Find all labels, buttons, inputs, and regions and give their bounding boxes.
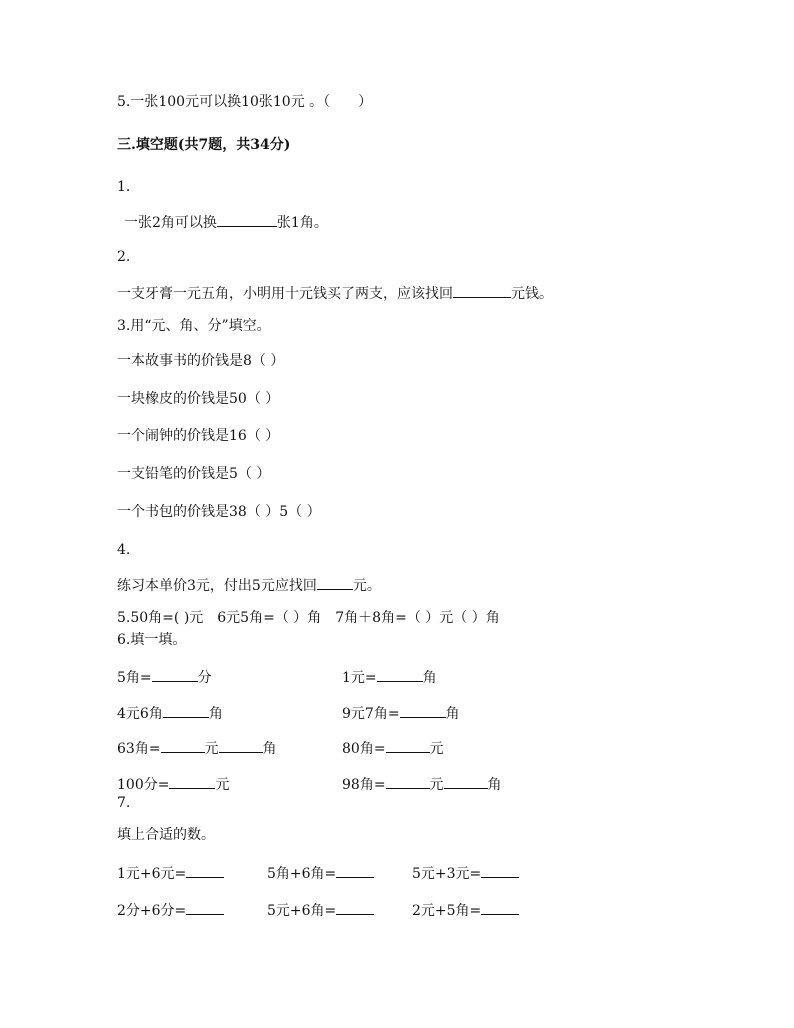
q6-r4-l-a: 100分= <box>117 777 170 793</box>
q1-answer-blank[interactable] <box>217 212 277 227</box>
q6-row4-left <box>117 774 229 794</box>
q1-text-a: 一张2角可以换 <box>124 215 217 231</box>
q6-row3-left <box>117 738 277 758</box>
q7-r2-c3-blank[interactable] <box>481 900 519 915</box>
q4-text-a: 练习本单价3元，付出5元应找回 <box>117 578 317 594</box>
q7-r2-c2-text: 5元+6角= <box>267 903 337 919</box>
q6-r2-r-b: 角 <box>445 706 460 722</box>
q6-r3-r-blank[interactable] <box>386 738 430 753</box>
q6-r2-r-blank[interactable] <box>400 703 446 718</box>
q6-r3-l-b: 元 <box>204 741 219 757</box>
q1-number: 1. <box>117 179 131 195</box>
q6-r1-r-blank[interactable] <box>377 667 423 682</box>
q7-r1-c3-text: 5元+3元= <box>412 866 482 882</box>
q6-r1-l-b: 分 <box>197 670 212 686</box>
q7-r1-c1 <box>117 863 224 883</box>
q7-r2-c1-text: 2分+6分= <box>117 903 187 919</box>
q4-answer-blank[interactable] <box>317 575 353 590</box>
q6-r3-r-b: 元 <box>429 741 444 757</box>
q6-row1-left <box>117 667 212 687</box>
q6-r4-l-b: 元 <box>215 777 230 793</box>
q7-r2-c3 <box>412 900 519 920</box>
q6-r1-r-a: 1元= <box>342 670 377 686</box>
q6-r2-l-a: 4元6角 <box>117 706 163 722</box>
q2-number: 2. <box>117 249 131 265</box>
q6-r3-l-a: 63角= <box>117 741 161 757</box>
section-title-fill-in: 三.填空题(共7题，共34分) <box>117 137 291 153</box>
q6-row4-right <box>342 774 502 794</box>
q7-r1-c1-text: 1元+6元= <box>117 866 187 882</box>
q7-title: 填上合适的数。 <box>117 827 215 843</box>
q6-r4-r-blank-1[interactable] <box>386 774 430 789</box>
q4-number: 4. <box>117 542 131 558</box>
q6-r3-r-a: 80角= <box>342 741 386 757</box>
q2-text-a: 一支牙膏一元五角，小明用十元钱买了两支，应该找回 <box>117 286 453 302</box>
q2-text <box>117 283 553 303</box>
q7-r2-c1 <box>117 900 224 920</box>
q3-item-3: 一个闹钟的价钱是16（ ） <box>117 428 280 444</box>
question-5-true-false: 5.一张100元可以换10张10元 。（ ） <box>117 94 373 110</box>
q1-text <box>124 212 328 232</box>
q2-answer-blank[interactable] <box>453 283 511 298</box>
q6-row2-right <box>342 703 460 723</box>
q6-r2-l-b: 角 <box>208 706 223 722</box>
q4-text <box>117 575 381 595</box>
q4-text-b: 元。 <box>352 578 381 594</box>
q6-r3-l-blank-2[interactable] <box>219 738 263 753</box>
q6-r4-r-blank-2[interactable] <box>444 774 488 789</box>
q3-item-1: 一本故事书的价钱是8（ ） <box>117 353 285 369</box>
q6-r4-l-blank[interactable] <box>169 774 215 789</box>
q6-r4-r-b: 元 <box>429 777 444 793</box>
q7-r1-c3-blank[interactable] <box>481 863 519 878</box>
q1-text-b: 张1角。 <box>276 215 328 231</box>
q6-row1-right <box>342 667 437 687</box>
q5-text: 5.50角=( )元 6元5角=（ ）角 7角＋8角=（ ）元（ ）角 <box>117 610 500 626</box>
q7-r2-c1-blank[interactable] <box>186 900 224 915</box>
q7-r1-c2 <box>267 863 374 883</box>
q7-r1-c1-blank[interactable] <box>186 863 224 878</box>
q3-item-4: 一支铅笔的价钱是5（ ） <box>117 466 271 482</box>
q6-r2-r-a: 9元7角= <box>342 706 400 722</box>
q3-title: 3.用“元、角、分”填空。 <box>117 318 271 334</box>
q3-item-2: 一块橡皮的价钱是50（ ） <box>117 391 280 407</box>
q7-r2-c3-text: 2元+5角= <box>412 903 482 919</box>
q6-r1-l-blank[interactable] <box>152 667 198 682</box>
q6-r3-l-c: 角 <box>262 741 277 757</box>
q6-r1-l-a: 5角= <box>117 670 152 686</box>
q7-r1-c2-text: 5角+6角= <box>267 866 337 882</box>
q7-r2-c2-blank[interactable] <box>336 900 374 915</box>
q6-title: 6.填一填。 <box>117 632 187 648</box>
q7-r2-c2 <box>267 900 374 920</box>
q6-r4-r-c: 角 <box>487 777 502 793</box>
q6-row2-left <box>117 703 223 723</box>
q2-text-b: 元钱。 <box>511 286 553 302</box>
q6-r1-r-b: 角 <box>422 670 437 686</box>
q6-row3-right <box>342 738 444 758</box>
q6-r2-l-blank[interactable] <box>163 703 209 718</box>
q3-item-5: 一个书包的价钱是38（ ）5（ ） <box>117 504 321 520</box>
q6-r3-l-blank-1[interactable] <box>161 738 205 753</box>
q6-r4-r-a: 98角= <box>342 777 386 793</box>
q7-r1-c2-blank[interactable] <box>336 863 374 878</box>
q7-number: 7. <box>117 795 131 811</box>
q7-r1-c3 <box>412 863 519 883</box>
